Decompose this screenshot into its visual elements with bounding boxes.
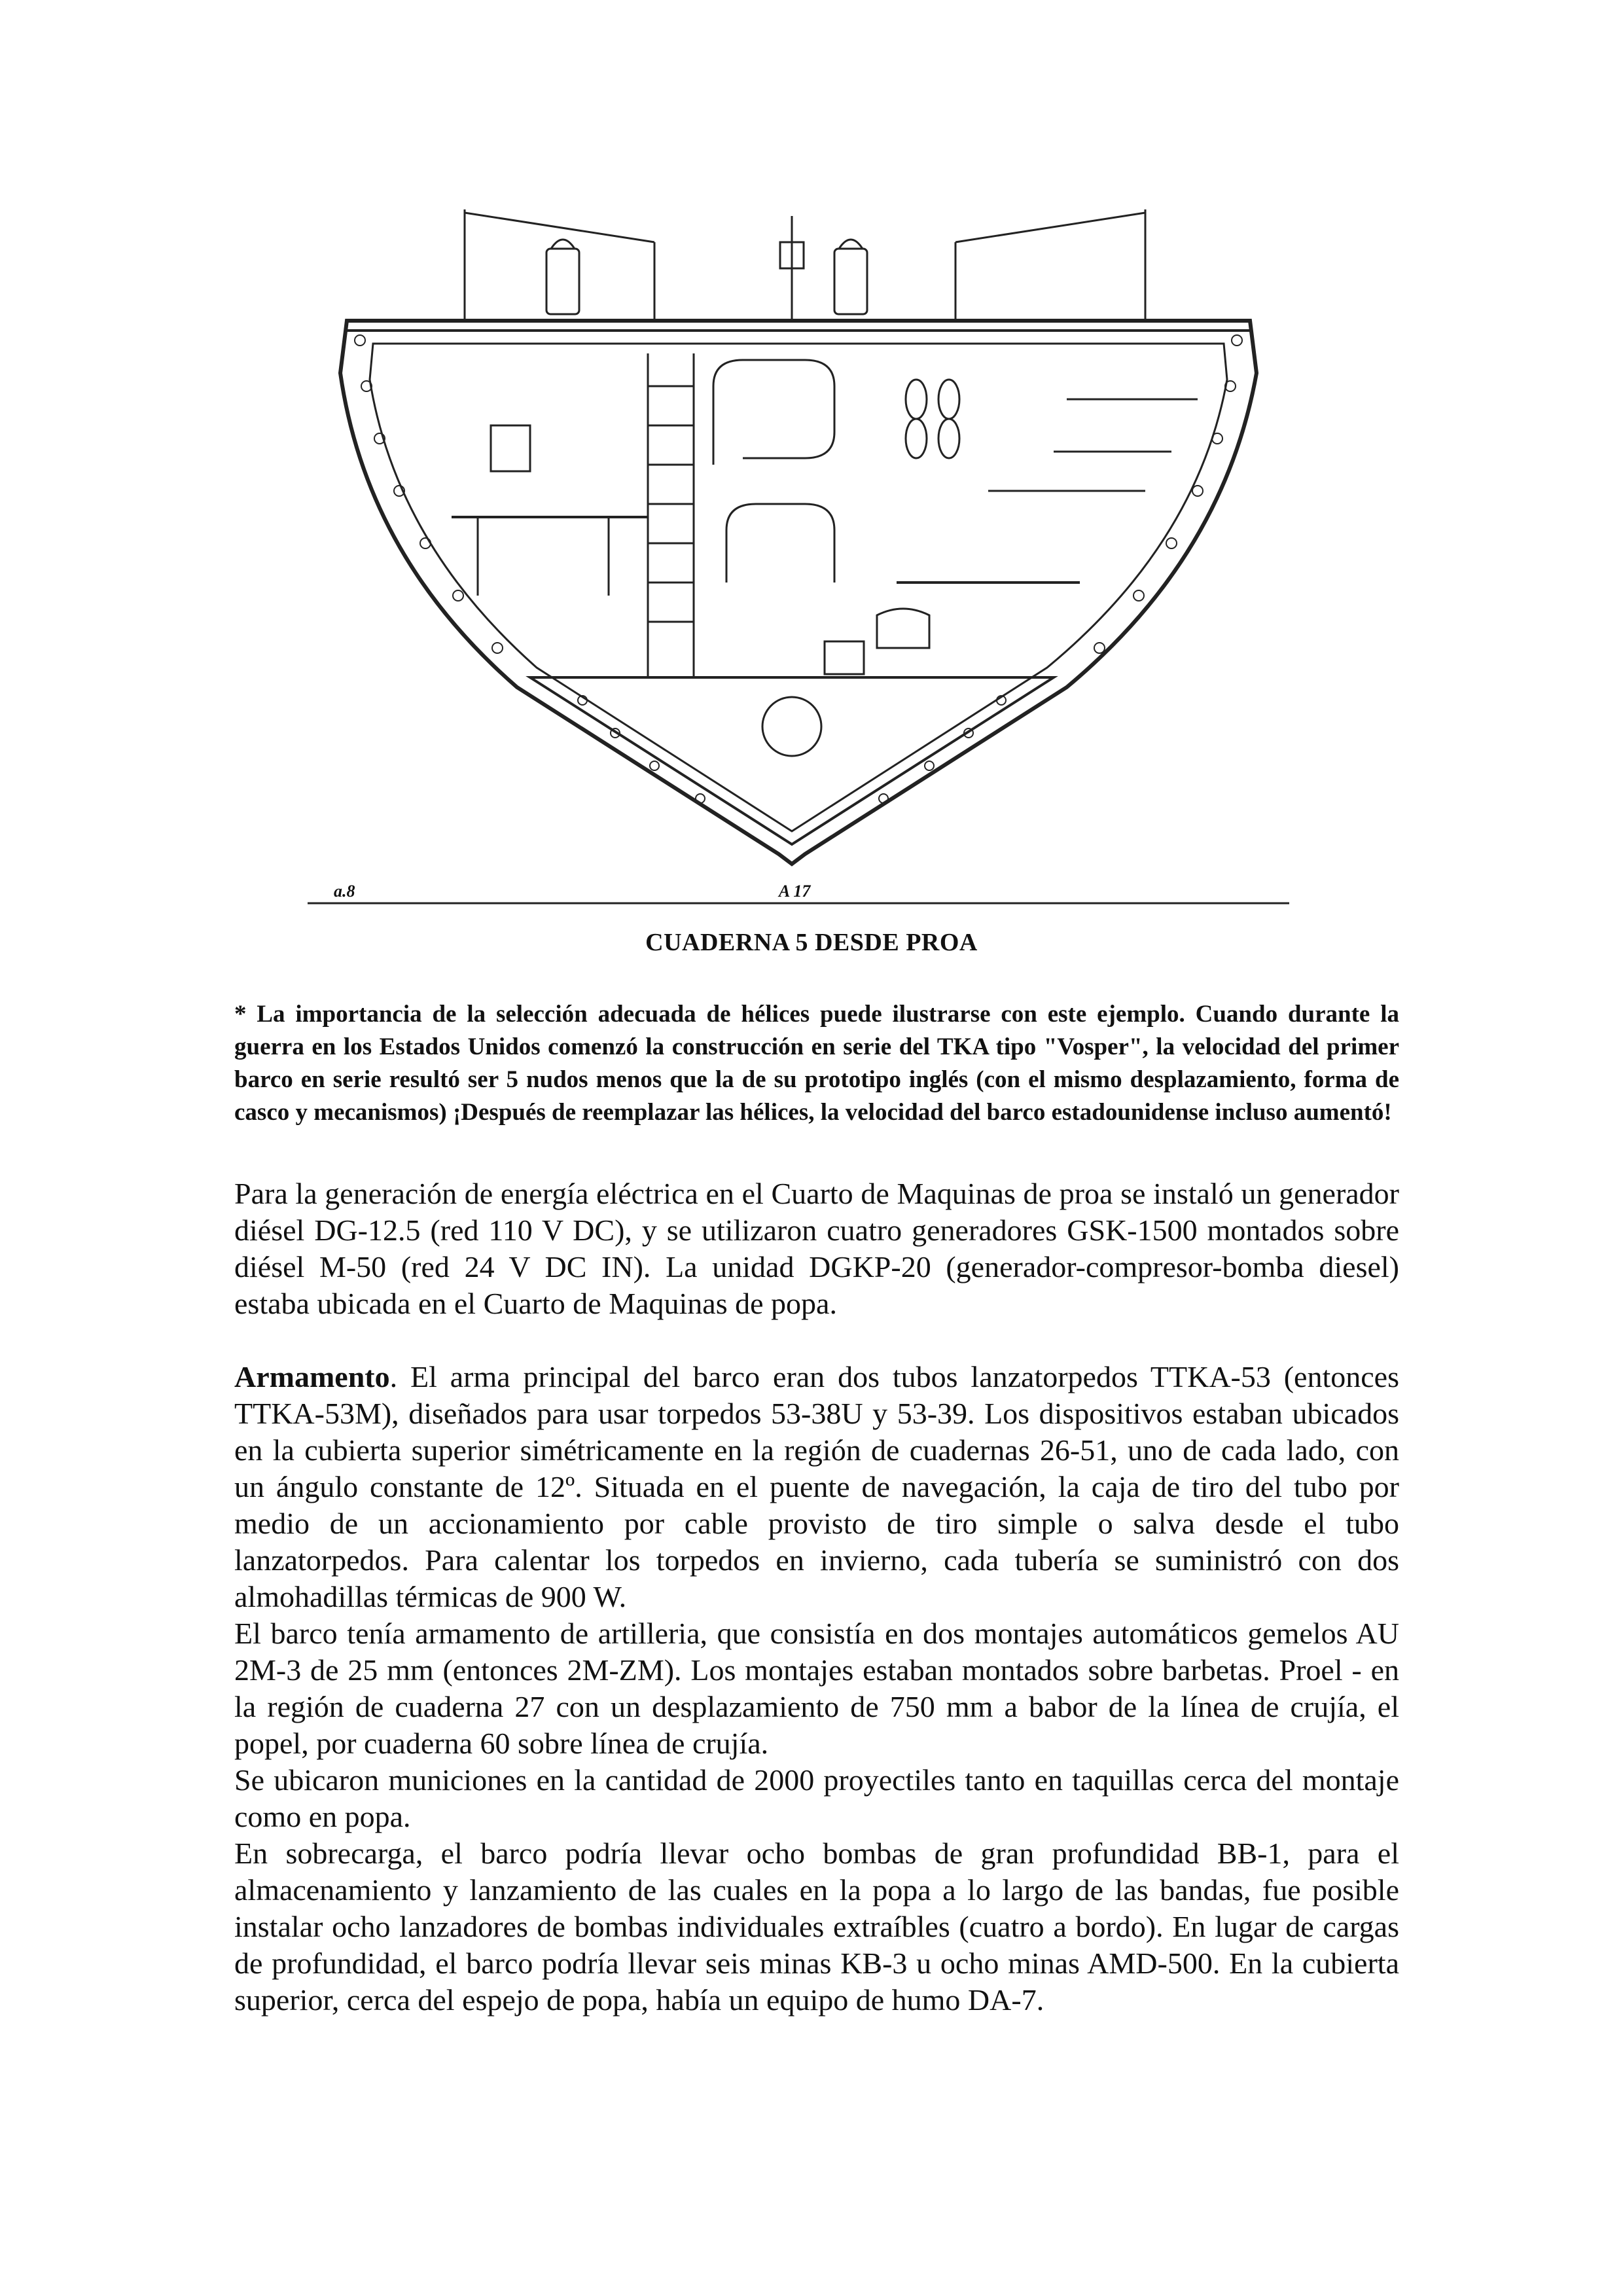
paragraph-armament	[234, 1359, 1399, 1615]
footnote-propellers: * La importancia de la selección adecuada de hélices puede ilustrarse con este ejemplo. Cuando durante la guerra en los Estados Unidos comenzó la construcción en serie del TKA tipo "Vosper", la velocidad del primer barco en serie resultó ser 5 nudos menos que la de su prototipo inglés (con el mismo desplazamiento, forma de casco y mecanismos) ¡Después de reemplazar las hélices, la velocidad del barco estadounidense incluso aumentó!	[234, 1001, 1399, 1126]
armament-text: . El arma principal del barco eran dos tubos lanzatorpedos TTKA-53 (entonces TTKA-53M), diseñados para usar torpedos 53-38U y 53-39. Los dispositivos estaban ubicados en la cubierta superior simétricamente en la región de cuadernas 26-51, uno de cada lado, con un ángulo constante de 12º. Situada en el puente de navegación, la caja de tiro del tubo por medio de un accionamiento por cable provisto de tiro simple o salva desde el tubo lanzatorpedos. Para calentar los torpedos en invierno, cada tubería se suministró con dos almohadillas térmicas de 900 W.	[234, 1360, 1399, 1613]
figure-caption: CUADERNA 5 DESDE PROA	[645, 929, 978, 956]
paragraph-ammunition: Se ubicaron municiones en la cantidad de 2000 proyectiles tanto en taquillas cerca del montaje como en popa.	[234, 1763, 1399, 1833]
hull-cross-section-figure	[308, 190, 1289, 923]
armament-heading: Armamento	[234, 1360, 390, 1393]
hull-cross-section-drawing	[308, 190, 1289, 923]
paragraph-overload: En sobrecarga, el barco podría llevar ocho bombas de gran profundidad BB-1, para el almacenamiento y lanzamiento de las cuales en la popa a lo largo de las bandas, fue posible instalar ocho lanzadores de bombas individuales extraíbles (cuatro a bordo). En lugar de cargas de profundidad, el barco podría llevar seis minas KB-3 u ocho minas AMD-500. En la cubierta superior, cerca del espejo de popa, había un equipo de humo DA-7.	[234, 1837, 1399, 2017]
paragraph-artillery: El barco tenía armamento de artilleria, que consistía en dos montajes automáticos gemelos AU 2M-3 de 25 mm (entonces 2M-ZM). Los montajes estaban montados sobre barbetas. Proel - en la región de cuaderna 27 con un desplazamiento de 750 mm a babor de la línea de crujía, el popel, por cuaderna 60 sobre línea de crujía.	[234, 1617, 1399, 1760]
body-text	[234, 1175, 1399, 2018]
paragraph-power-generation: Para la generación de energía eléctrica en el Cuarto de Maquinas de proa se instaló un generador diésel DG-12.5 (red 110 V DC), y se utilizaron cuatro generadores GSK-1500 montados sobre diésel M-50 (red 24 V DC IN). La unidad DGKP-20 (generador-compresor-bomba diesel) estaba ubicada en el Cuarto de Maquinas de popa.	[234, 1177, 1399, 1320]
figure-mark-center: A 17	[779, 882, 811, 901]
figure-mark-left: a.8	[334, 882, 355, 901]
